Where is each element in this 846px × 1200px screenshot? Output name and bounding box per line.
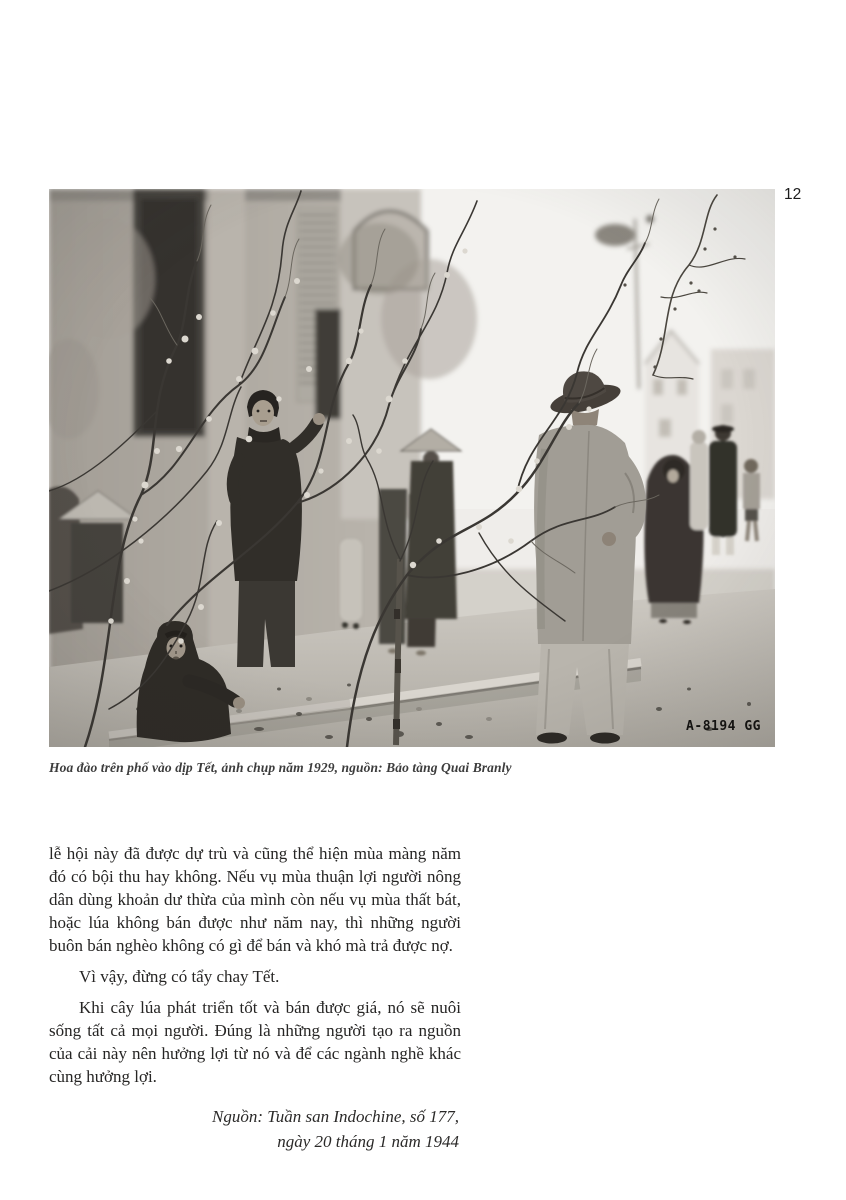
article-body xyxy=(49,842,461,1154)
photo-caption: Hoa đào trên phố vào dịp Tết, ảnh chụp năm 1929, nguồn: Bảo tàng Quai Branly xyxy=(49,760,512,775)
source-line-1: Nguồn: Tuần san Indochine, số 177, xyxy=(212,1107,459,1126)
paragraph-3: Khi cây lúa phát triển tốt và bán được giá, nó sẽ nuôi sống tất cả mọi người. Đúng là những người tạo ra nguồn của cải này nên hưởng lợi từ nó và để các ngành nghề khác cùng hưởng lợi. xyxy=(49,998,461,1086)
source-line-2: ngày 20 tháng 1 năm 1944 xyxy=(277,1132,459,1151)
photo-archive-stamp: A-8194 GG xyxy=(686,719,761,734)
source-citation xyxy=(49,1104,461,1154)
photo xyxy=(49,189,775,747)
photo-illustration xyxy=(49,189,775,747)
page-number: 12 xyxy=(784,186,802,203)
paragraph-1: lễ hội này đã được dự trù và cũng thể hiện mùa màng năm đó có bội thu hay không. Nếu vụ mùa thuận lợi người nông dân dùng khoản dư thừa của mình còn nếu vụ mùa thất bát, hoặc lúa không bán được như năm nay, thì những người buôn bán nghèo không có gì để bán và khó mà trả được nợ. xyxy=(49,844,461,955)
paragraph-2: Vì vậy, đừng có tẩy chay Tết. xyxy=(79,967,280,986)
